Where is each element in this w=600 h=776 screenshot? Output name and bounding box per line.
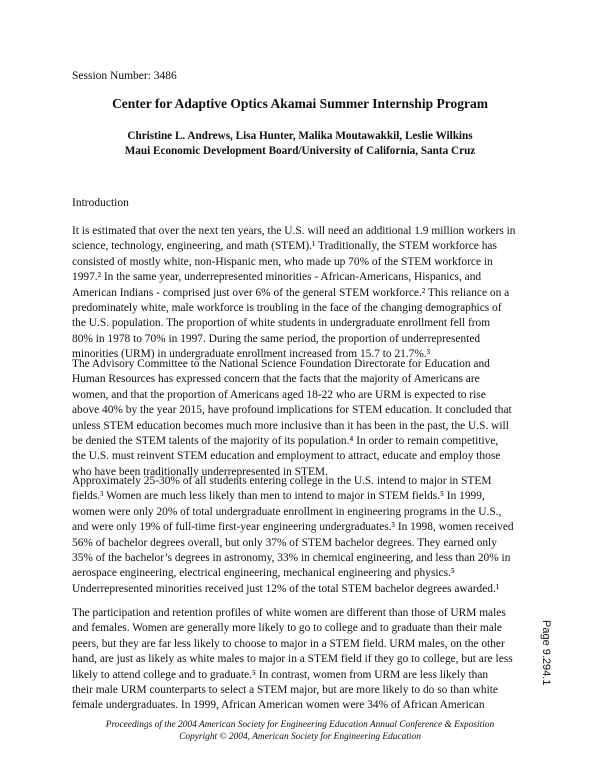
text-line: women, and that the proportion of Americans aged 18-22 who are URM is expected to rise xyxy=(72,388,486,401)
text-line: consisted of mostly white, non-Hispanic men, who made up 70% of the STEM workforce in xyxy=(72,255,493,268)
text-line: their male URM counterparts to select a STEM major, but are more likely to do so than white xyxy=(72,684,498,697)
footer-proceedings: Proceedings of the 2004 American Society for Engineering Education Annual Conference & Exposition xyxy=(105,720,495,730)
text-line: and females. Women are generally more likely to go to college and to graduate than their male xyxy=(72,622,502,635)
text-line: minorities (URM) in undergraduate enrollment increased from 15.7 to 21.7%.³ xyxy=(72,348,431,361)
author-affiliation: Maui Economic Development Board/University of California, Santa Cruz xyxy=(124,145,476,157)
paragraph-1 xyxy=(72,224,537,363)
paragraph-4 xyxy=(72,606,537,714)
page-footer xyxy=(0,719,600,743)
footer-copyright: Copyright © 2004, American Society for Engineering Education xyxy=(179,732,421,742)
text-line: peers, but they are far less likely to choose to major in a STEM field. URM males, on the other xyxy=(72,637,505,650)
session-number: Session Number: 3486 xyxy=(72,70,177,82)
text-line: the U.S. must reinvent STEM education and employment to attract, educate and employ those xyxy=(72,450,501,463)
page-number: Page 9.294.1 xyxy=(540,620,552,686)
text-line: who have been traditionally underrepresented in STEM. xyxy=(72,465,328,478)
paper-title: Center for Adaptive Optics Akamai Summer Internship Program xyxy=(112,96,488,111)
text-line: predominately white, male workforce is troubling in the face of the changing demographics of xyxy=(72,302,502,315)
text-line: be denied the STEM talents of the majority of its population.⁴ In order to remain competitive, xyxy=(72,435,499,448)
text-line: The Advisory Committee to the National Science Foundation Directorate for Education and xyxy=(72,358,490,370)
text-line: The participation and retention profiles of white women are different than those of URM males xyxy=(72,607,506,619)
paragraph-3 xyxy=(72,474,537,597)
text-line: hand, are just as likely as white males to major in a STEM field if they go to college, but are less xyxy=(72,653,513,666)
author-block xyxy=(0,129,600,159)
text-line: fields.³ Women are much less likely than men to intend to major in STEM fields.⁵ In 1999, xyxy=(72,490,485,503)
text-line: unless STEM education becomes much more inclusive than it has been in the past, the U.S. will xyxy=(72,419,509,432)
paragraph-2 xyxy=(72,357,537,480)
text-line: likely to attend college and to graduate.⁵ In contrast, women from URM are less likely than xyxy=(72,668,489,681)
text-line: aerospace engineering, electrical engineering, mechanical engineering and physics.⁵ xyxy=(72,567,455,580)
text-line: above 40% by the year 2015, have profound implications for STEM education. It concluded that xyxy=(72,404,512,417)
text-line: 1997.² In the same year, underrepresented minorities - African-Americans, Hispanics, and xyxy=(72,271,482,284)
text-line: 56% of bachelor degrees overall, but only 37% of STEM bachelor degrees. They earned only xyxy=(72,536,497,549)
text-line: 35% of the bachelor’s degrees in astronomy, 33% in chemical engineering, and less than 20% in xyxy=(72,552,511,565)
text-line: American Indians - comprised just over 6% of the general STEM workforce.² This reliance on a xyxy=(72,286,510,299)
text-line: and were only 19% of full-time first-year engineering undergraduates.³ In 1998, women received xyxy=(72,521,514,534)
text-line: the U.S. population. The proportion of white students in undergraduate enrollment fell from xyxy=(72,317,491,330)
text-line: It is estimated that over the next ten years, the U.S. will need an additional 1.9 million workers in xyxy=(72,225,516,237)
author-names: Christine L. Andrews, Lisa Hunter, Malika Moutawakkil, Leslie Wilkins xyxy=(127,130,473,142)
text-line: female undergraduates. In 1999, African American women were 34% of African American xyxy=(72,699,485,712)
text-line: 80% in 1978 to 70% in 1997. During the same period, the proportion of underrepresented xyxy=(72,332,481,345)
text-line: Human Resources has expressed concern that the facts that the majority of Americans are xyxy=(72,373,480,386)
text-line: women were only 20% of total undergraduate enrollment in engineering programs in the U.S., xyxy=(72,505,502,518)
text-line: Approximately 25-30% of all students entering college in the U.S. intend to major in STEM xyxy=(72,475,492,487)
text-line: Underrepresented minorities received just 12% of the total STEM bachelor degrees awarded.¹ xyxy=(72,582,500,595)
text-line: science, technology, engineering, and math (STEM).¹ Traditionally, the STEM workforce has xyxy=(72,240,497,253)
section-heading-introduction: Introduction xyxy=(72,197,129,209)
